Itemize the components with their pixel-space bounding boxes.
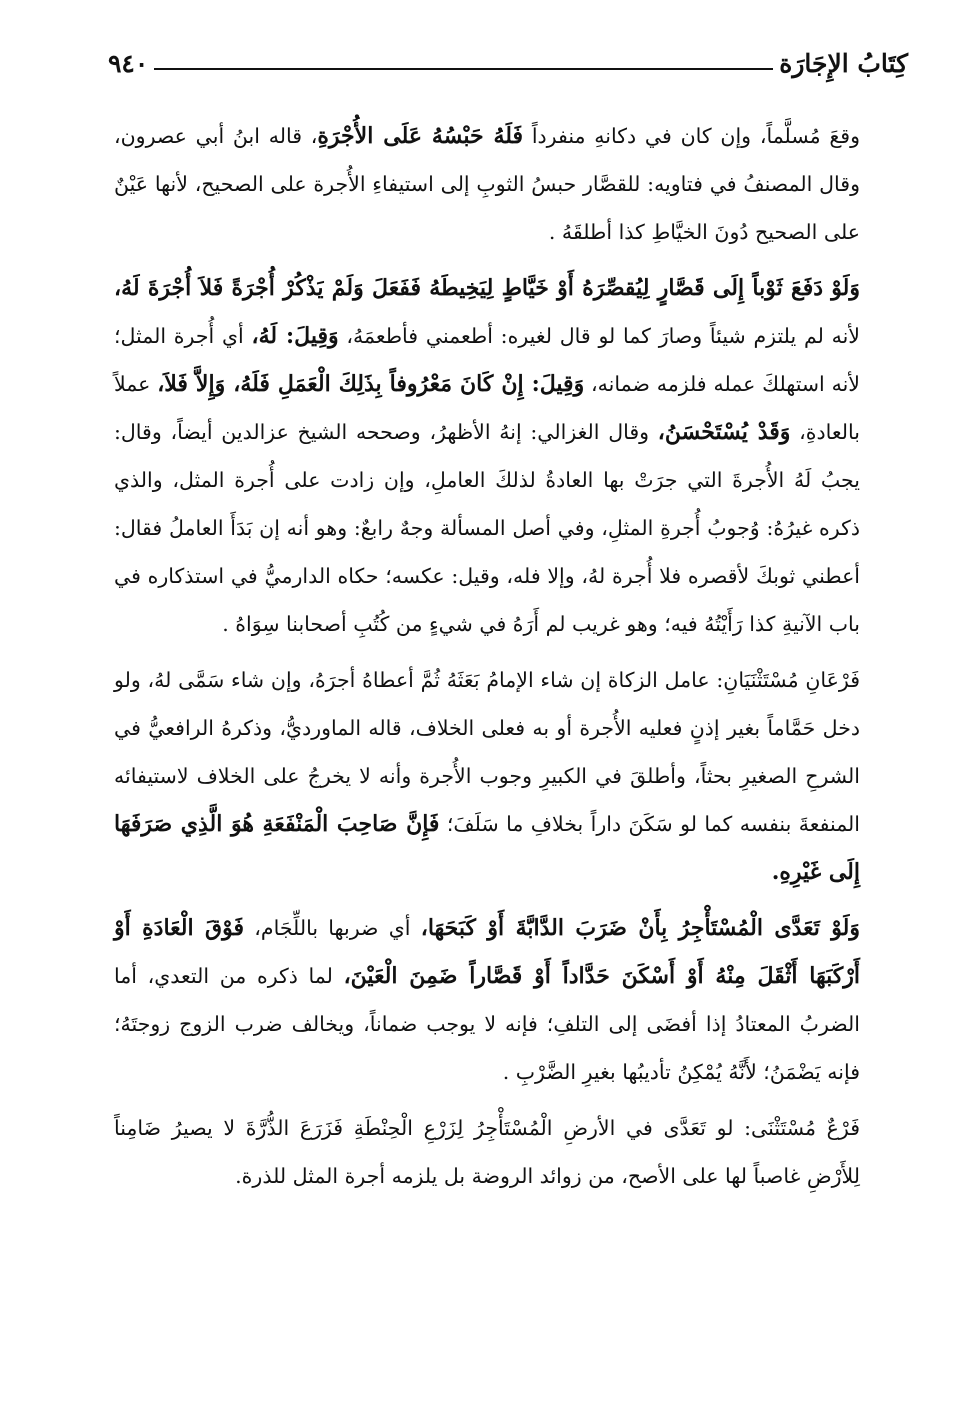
paragraph-2 [114, 264, 860, 648]
commentary-text: فَرْعٌ مُسْتَثْنَى: لو تَعَدَّى في الأرضِ الْمُسْتَأْجِرُ لِزَرْعِ الْحِنْطَةِ فَزَرَعَ الذُّرَّةَ لا يصيرُ ضَامِناً لِلأَرْضِ غاصباً لها على الأصح، من زوائد الروضة بل يلزمه أجرة المثل للذرة. [114, 1116, 860, 1188]
commentary-text: ، قاله ابنُ أبي عصرون، وقال المصنفُ في فتاويه: للقصَّار حبسُ الثوبِ إلى استيفاءِ الأُجرة على الصحيح، لأنها عَيْنٌ على الصحيح دُونَ الخيَّاطِ كذا أطلقَهُ . [114, 124, 860, 244]
page-number: ٩٤٠ [108, 49, 149, 78]
commentary-text: وقعَ مُسلَّماً، وإن كان في دكانهِ منفرداً [523, 124, 860, 148]
commentary-text: عملاً بالعادةِ، [114, 372, 860, 444]
commentary-text: وقال الغزالي: إنهُ الأظهرُ، وصححه الشيخ عزالدين أيضاً، وقال: يجبُ لَهُ الأُجرةَ التي جرَتْ بها العادةُ لذلكَ العاملِ، وإن زادت على أُجرة المثل، والذي ذكره غيرُهُ: وُجوبُ أُجرةِ المثلِ، وفي أصل المسألة وجهٌ رابعٌ: وهو أنه إن بَدَأَ العاملُ فقال: أعطني ثوبكَ لأقصره فلا أُجرة لهُ، وإلا فله، وقيل: عكسه؛ حكاه الدارميُّ في استذكاره في باب الآنيةِ كذا رَأَيْتُهُ فيه؛ وهو غريب لم أَرَهُ في شيءٍ من كُتُبِ أصحابنا سِوَاهُ . [114, 420, 860, 636]
matn-text: وَلَوْ دَفَعَ ثَوْباً إِلَى قَصَّارٍ لِيُقصِّرَهُ أَوْ خَيَّاطٍ لِيَخِيطَهُ فَفَعَلَ وَلَمْ يَذْكُرْ أُجْرَةً فَلاَ أُجْرَةَ لَهُ، [114, 275, 860, 301]
matn-text: وَلَوْ تَعَدَّى الْمُسْتَأْجِرُ بِأَنْ ضَرَبَ الدَّابَّةَ أَوْ كَبَحَهَا، [420, 915, 861, 941]
matn-text: فَإِنَّ صَاحِبَ الْمَنْفَعَةِ هُوَ الَّذِي صَرَفَهَا إِلَى غَيْرِهِ. [114, 811, 860, 885]
matn-text: وَقِيلَ: إِنْ كَانَ مَعْرُوفاً بِذَلِكَ الْعَمَلِ فَلَهُ، وَإِلاَّ فَلاَ، [157, 371, 585, 397]
matn-text: فَوْقَ الْعَادَةِ أَوْ أَرْكَبَهَا أَثْقَلَ مِنْهُ أَوْ أَسْكَنَ حَدَّاداً أَوْ قَصَّاراً ضَمِنَ الْعَيْنَ، [114, 915, 860, 989]
paragraph-5 [114, 1104, 860, 1200]
page-header [108, 38, 908, 78]
commentary-text: لما ذكره من التعدي، أما الضربُ المعتادُ إذا أفضَى إلى التلفِ؛ فإنه لا يوجب ضماناً، ويخالف ضرب الزوج زوجتَهُ؛ فإنه يَضْمَنُ؛ لأَنَّهُ يُمْكِنُ تأديبُها بغيرِ الضَّرْبِ . [114, 964, 860, 1084]
commentary-text: فَرْعَانِ مُسْتَثْنَيَانِ: عامل الزكاة إن شاء الإمامُ بَعَثَهُ ثُمَّ أعطاهُ أجرَهُ، وإن شاء سَمَّى لهُ، ولو دخل حَمَّاماً بغير إذنٍ فعليه الأُجرة أو به فعلى الخلاف، قاله الماورديُّ، وذكرهُ الرافعيُّ في الشرحِ الصغيرِ بحثاً، وأطلقَ في الكبيرِ وجوب الأُجرة وأنه لا يخرجُ على الخلاف لاستيفائه المنفعةَ بنفسه كما لو سَكَنَ داراً بخلافِ ما سَلَفَ؛ [114, 668, 860, 836]
commentary-text: أي أُجرة المثل؛ لأنه استهلكَ عمله فلزمه ضمانه، [114, 324, 861, 396]
paragraph-1 [114, 112, 860, 256]
matn-text: فَلَهُ حَبْسُهُ عَلَى الأُجْرَةِ [317, 123, 524, 149]
matn-text: وَقَدْ يُسْتَحْسَنُ، [657, 419, 791, 445]
commentary-text: لأنه لم يلتزم شيئاً وصارَ كما لو قال لغيره: أطعمني فأطعمَهُ، [338, 324, 860, 348]
matn-text: وَقِيلَ: لَهُ، [251, 323, 339, 349]
paragraph-4 [114, 904, 860, 1096]
header-rule [154, 68, 773, 70]
page-body [114, 112, 860, 1208]
paragraph-3 [114, 656, 860, 896]
running-title: كِتَابُ الإِجَارَة [779, 49, 908, 78]
commentary-text: أي ضربها باللِّجَام، [243, 916, 421, 940]
